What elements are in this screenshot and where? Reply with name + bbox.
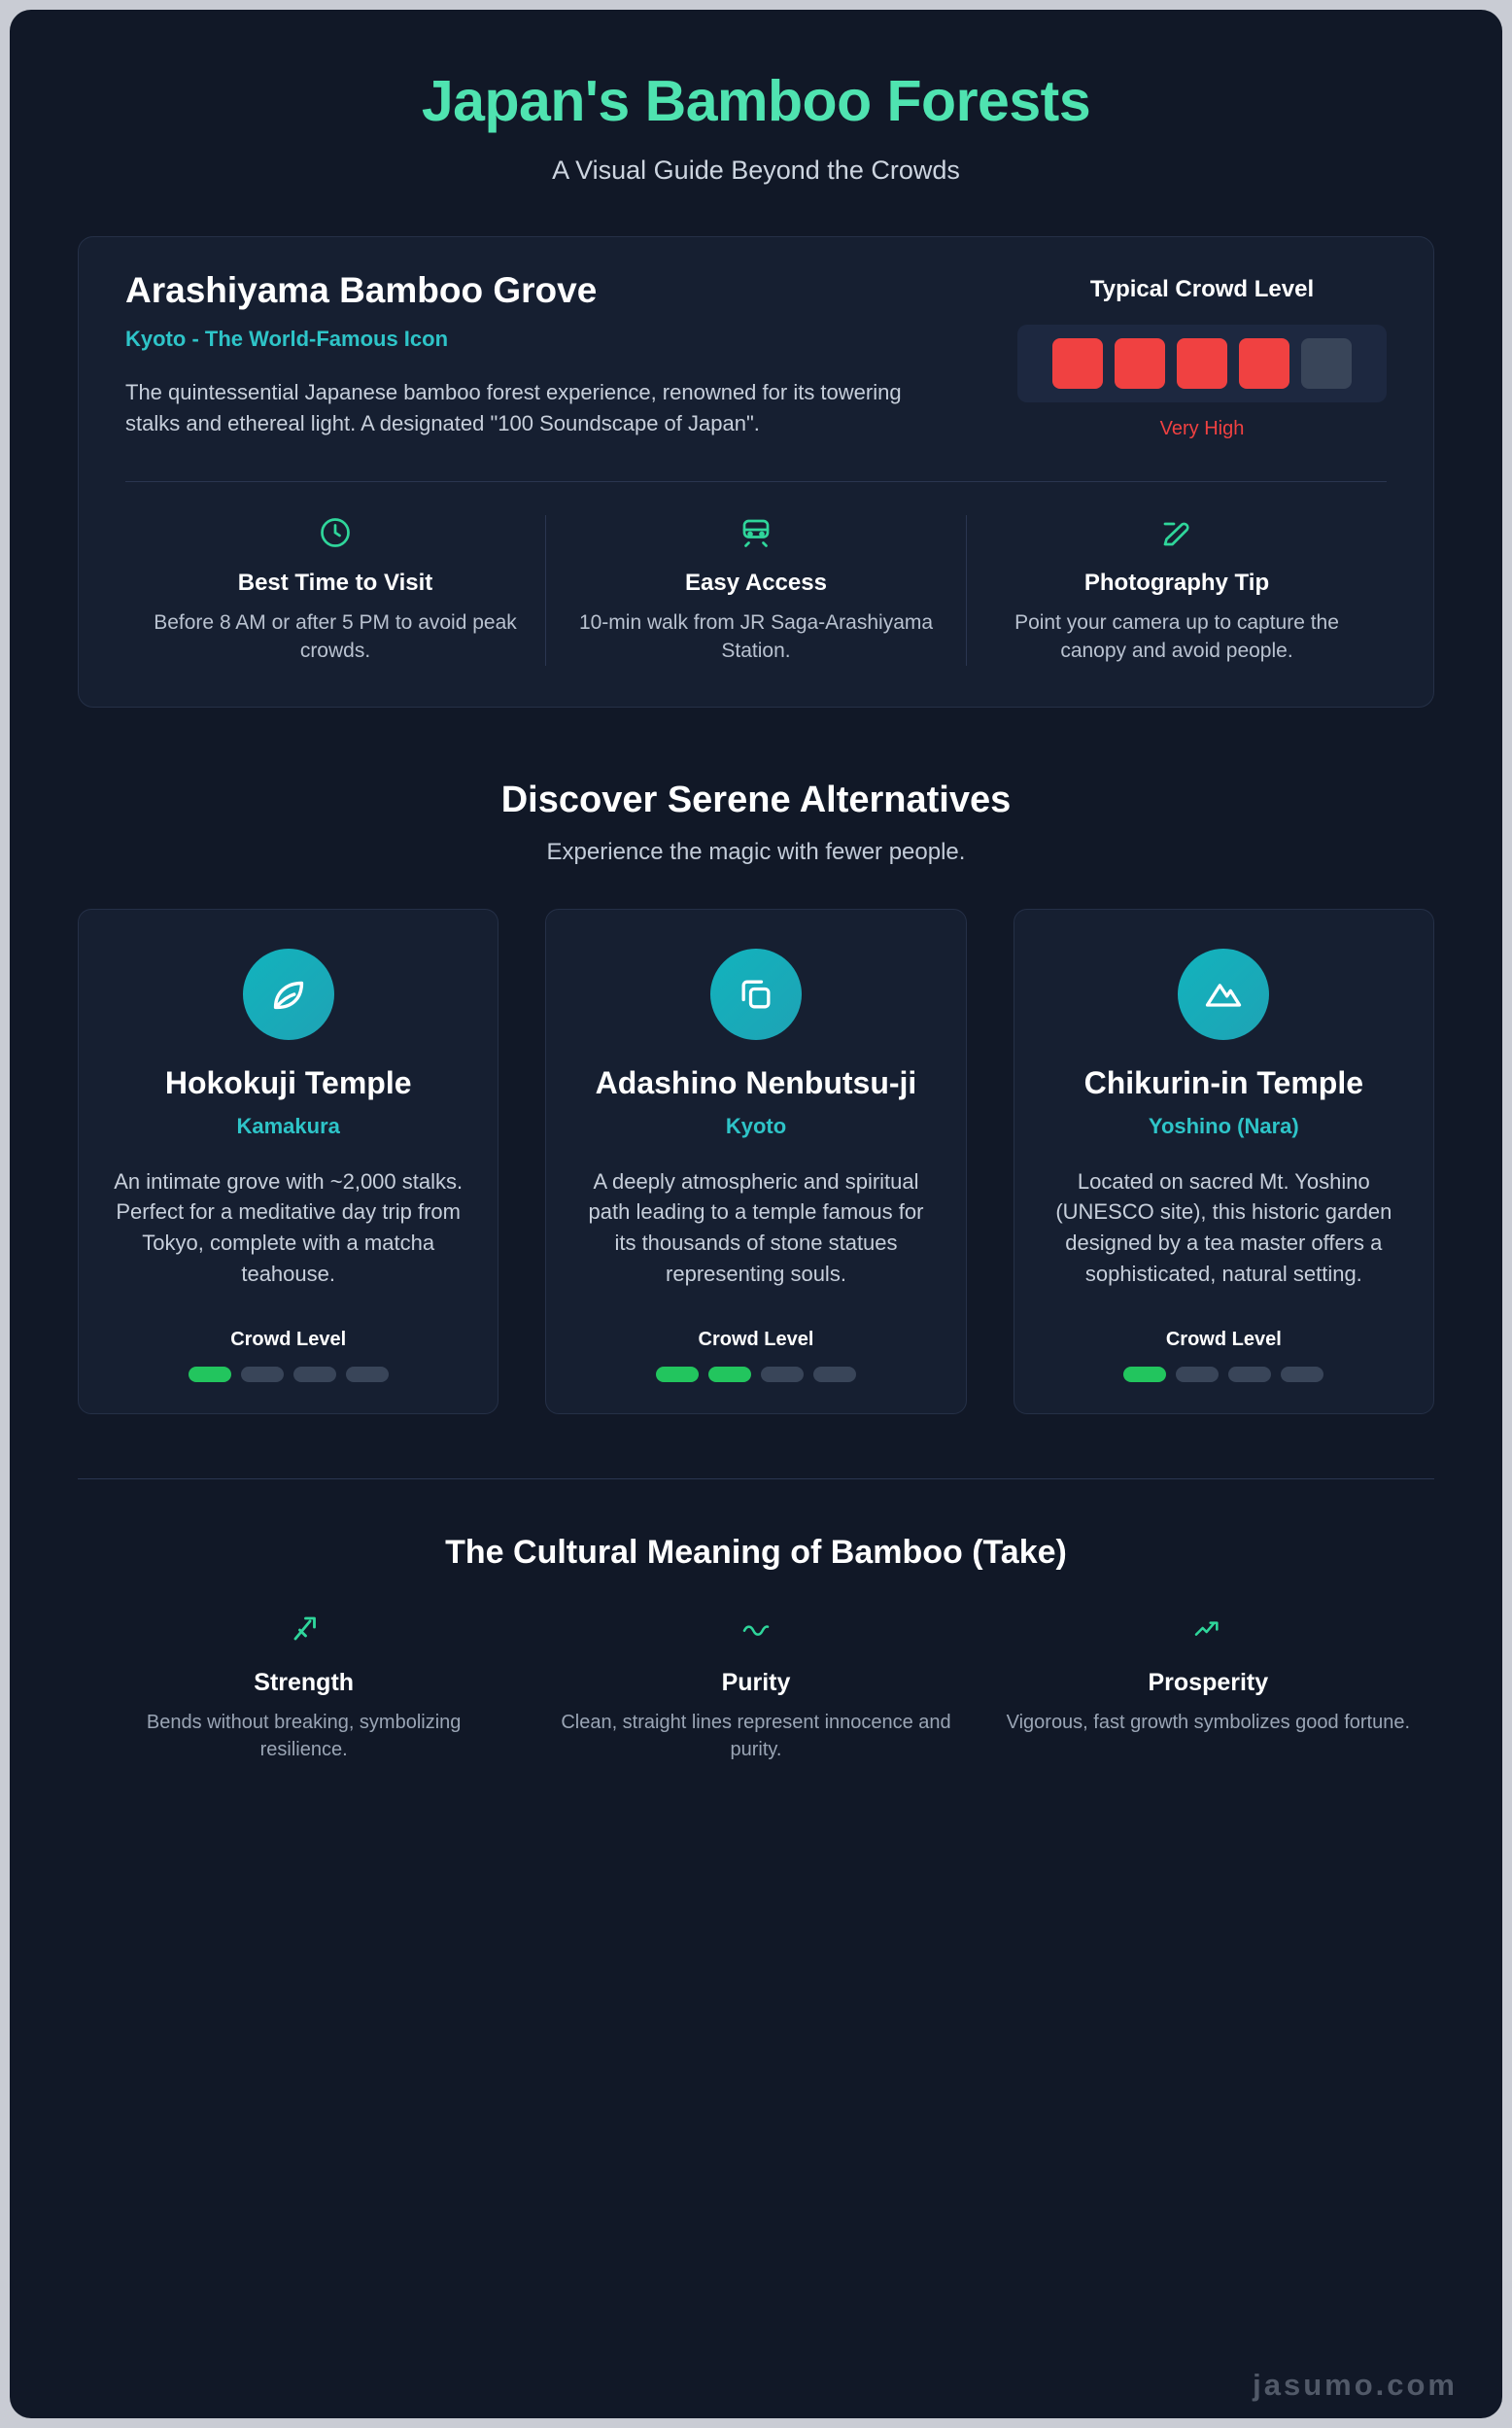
culture-title: The Cultural Meaning of Bamboo (Take) <box>445 1534 1067 1572</box>
card-divider <box>125 481 1387 482</box>
culture-grid <box>78 1613 1434 1763</box>
alternative-card <box>545 909 966 1414</box>
culture-text: Vigorous, fast growth symbolizes good fortune. <box>1006 1712 1411 1734</box>
featured-destination-description: The quintessential Japanese bamboo forest experience, renowned for its towering stalks and ethereal light. A designated "100 Soundscape of Japan". <box>125 380 902 435</box>
crowd-pill <box>293 1367 336 1382</box>
detail-best-time <box>125 515 545 666</box>
featured-detail-row <box>125 515 1387 666</box>
featured-card-text <box>125 270 908 439</box>
crowd-pill <box>813 1367 856 1382</box>
culture-item-purity <box>530 1613 981 1763</box>
alternative-card <box>1014 909 1434 1414</box>
crowd-pill <box>761 1367 804 1382</box>
crowd-pill <box>189 1367 231 1382</box>
alternative-crowd-label: Crowd Level <box>698 1329 814 1351</box>
crowd-meter-title: Typical Crowd Level <box>1089 276 1315 302</box>
culture-text: Clean, straight lines represent innocence and purity. <box>561 1712 951 1761</box>
alternative-name: Chikurin-in Temple <box>1083 1064 1364 1100</box>
crowd-bar <box>1177 338 1227 389</box>
detail-text: Before 8 AM or after 5 PM to avoid peak crowds. <box>154 611 517 663</box>
crowd-pill <box>1123 1367 1166 1382</box>
featured-destination-name: Arashiyama Bamboo Grove <box>125 270 598 310</box>
crowd-pill <box>241 1367 284 1382</box>
alternative-name: Hokokuji Temple <box>164 1064 412 1100</box>
infographic-sheet <box>10 10 1502 2418</box>
alternative-description: An intimate grove with ~2,000 stalks. Perfect for a meditative day trip from Tokyo, complete with a matcha teahouse. <box>114 1168 464 1287</box>
trend-up-icon <box>1006 1613 1411 1655</box>
clock-icon <box>143 515 528 560</box>
crowd-pill <box>1281 1367 1323 1382</box>
alternative-crowd-label: Crowd Level <box>230 1329 347 1351</box>
detail-text: 10-min walk from JR Saga-Arashiyama Station. <box>578 611 934 663</box>
crowd-pill <box>1228 1367 1271 1382</box>
alternatives-title: Discover Serene Alternatives <box>500 779 1012 820</box>
crowd-meter-bars <box>1017 325 1387 402</box>
wave-icon <box>553 1613 958 1655</box>
culture-heading: Strength <box>254 1669 355 1697</box>
crowd-pill <box>656 1367 699 1382</box>
section-divider <box>78 1478 1434 1479</box>
alternative-location: Kamakura <box>236 1113 340 1138</box>
page-subtitle: A Visual Guide Beyond the Crowds <box>552 156 960 185</box>
pencil-photo-icon <box>984 515 1369 560</box>
alternatives-grid <box>78 909 1434 1414</box>
culture-heading: Prosperity <box>1148 1669 1269 1697</box>
crowd-pill <box>708 1367 751 1382</box>
featured-card-header <box>125 270 1387 440</box>
mountain-icon <box>1178 949 1269 1040</box>
crowd-bar <box>1301 338 1352 389</box>
featured-crowd-meter <box>1017 276 1387 440</box>
culture-heading: Purity <box>721 1669 791 1697</box>
leaf-icon <box>243 949 334 1040</box>
alternative-name: Adashino Nenbutsu-ji <box>595 1064 917 1100</box>
statues-icon <box>710 949 802 1040</box>
alternative-description: A deeply atmospheric and spiritual path leading to a temple famous for its thousands of stone statues representing souls. <box>588 1168 924 1287</box>
crowd-bar <box>1052 338 1103 389</box>
crowd-pill <box>346 1367 389 1382</box>
detail-photography <box>966 515 1387 666</box>
alternatives-subtitle: Experience the magic with fewer people. <box>546 838 966 865</box>
watermark: jasumo.com <box>1253 2368 1458 2402</box>
page-title: Japan's Bamboo Forests <box>421 69 1091 133</box>
alternative-card <box>78 909 498 1414</box>
alternative-crowd-pills <box>1123 1367 1323 1382</box>
culture-text: Bends without breaking, symbolizing resilience. <box>146 1712 462 1761</box>
train-icon <box>564 515 948 560</box>
bend-icon <box>101 1613 506 1655</box>
crowd-bar <box>1239 338 1289 389</box>
alternative-description: Located on sacred Mt. Yoshino (UNESCO site), this historic garden designed by a tea master offers a sophisticated, natural setting. <box>1055 1168 1392 1287</box>
alternative-crowd-pills <box>189 1367 389 1382</box>
culture-item-prosperity <box>982 1613 1434 1763</box>
detail-access <box>545 515 966 666</box>
detail-text: Point your camera up to capture the canopy and avoid people. <box>1014 611 1339 663</box>
alternative-crowd-label: Crowd Level <box>1165 1329 1282 1351</box>
crowd-pill <box>1176 1367 1219 1382</box>
detail-heading: Photography Tip <box>1083 570 1270 596</box>
alternative-location: Kyoto <box>725 1113 787 1138</box>
featured-destination-card <box>78 236 1434 708</box>
crowd-bar <box>1115 338 1165 389</box>
detail-heading: Best Time to Visit <box>237 570 433 596</box>
culture-item-strength <box>78 1613 530 1763</box>
featured-destination-location: Kyoto - The World-Famous Icon <box>125 327 449 351</box>
detail-heading: Easy Access <box>685 570 827 596</box>
alternative-crowd-pills <box>656 1367 856 1382</box>
crowd-level-label: Very High <box>1159 418 1245 439</box>
alternative-location: Yoshino (Nara) <box>1148 1113 1299 1138</box>
